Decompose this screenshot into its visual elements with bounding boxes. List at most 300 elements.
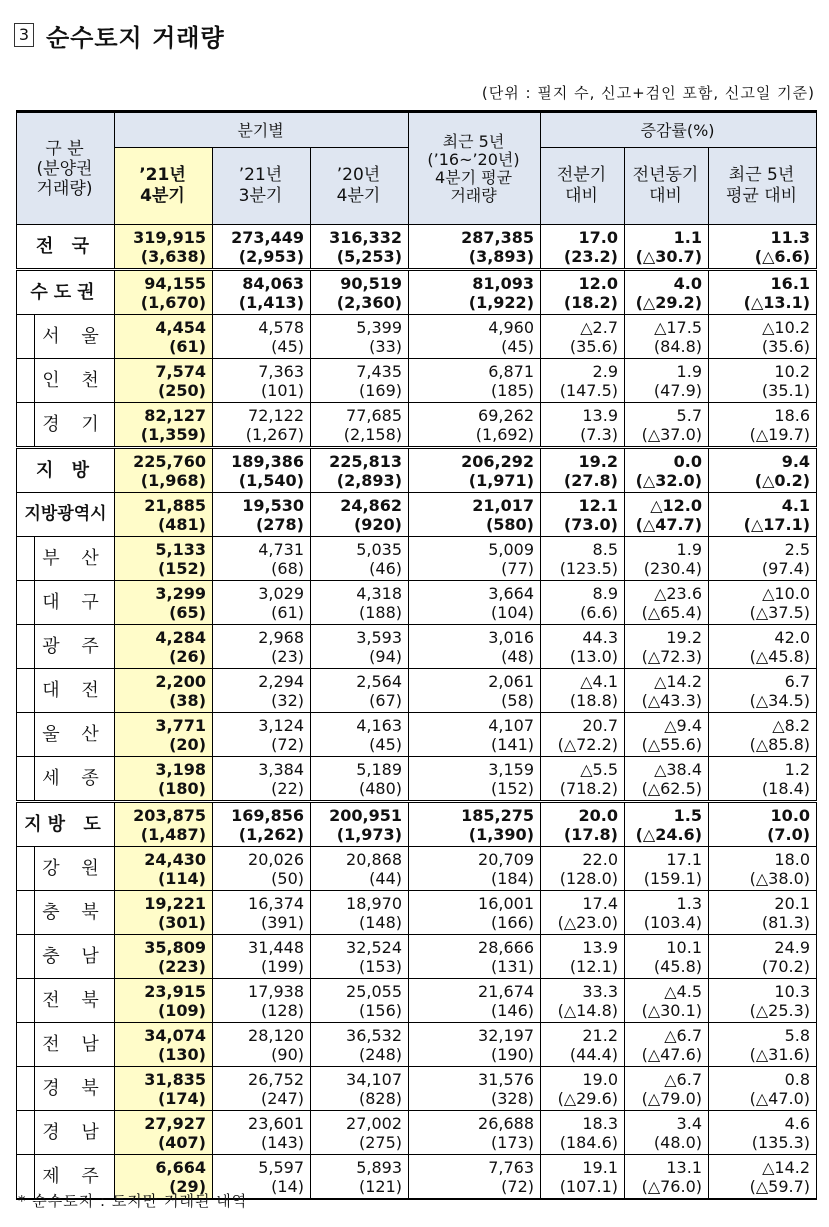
- data-cell: [709, 1023, 817, 1067]
- cell-value: 11.3: [770, 227, 811, 247]
- indent-cell: [17, 1023, 35, 1067]
- cell-value: 203,875: [133, 805, 206, 825]
- cell-value: 2.5: [784, 539, 811, 559]
- header-vs-prev-year-label: 전년동기 대비: [632, 165, 699, 206]
- cell-land-rights-value: (97.4): [761, 558, 811, 578]
- region-label: 광 주: [35, 625, 115, 669]
- table-row: [17, 757, 817, 802]
- data-cell: [709, 847, 817, 891]
- cell-value: 16,001: [478, 893, 534, 913]
- data-cell: [409, 713, 541, 757]
- cell-value: 20,709: [478, 849, 534, 869]
- data-cell: [541, 448, 625, 493]
- table-row: [17, 225, 817, 270]
- indent-cell: [17, 359, 35, 403]
- table-row: [17, 403, 817, 448]
- data-cell: [311, 625, 409, 669]
- cell-land-rights-value: (△72.2): [557, 734, 618, 754]
- cell-land-rights-value: (1,390): [468, 824, 534, 844]
- cell-value: 206,292: [461, 451, 534, 471]
- cell-value: 1.3: [676, 893, 702, 913]
- header-vs-prev-quarter: [541, 148, 625, 225]
- region-label: 전 북: [35, 979, 115, 1023]
- cell-value: 23,601: [248, 1113, 304, 1133]
- header-5yr-avg: [409, 112, 541, 225]
- cell-land-rights-value: (173): [490, 1132, 534, 1152]
- data-cell: [311, 1155, 409, 1200]
- data-cell: [625, 493, 709, 537]
- cell-value: 12.1: [578, 495, 618, 515]
- cell-land-rights-value: (50): [271, 868, 304, 888]
- cell-land-rights-value: (184.6): [559, 1132, 618, 1152]
- cell-land-rights-value: (141): [490, 734, 534, 754]
- cell-land-rights-value: (1,968): [140, 470, 206, 490]
- cell-value: 5,893: [356, 1157, 402, 1177]
- cell-land-rights-value: (44.4): [569, 1044, 618, 1064]
- cell-value: 3,384: [258, 759, 304, 779]
- cell-land-rights-value: (1,359): [140, 424, 206, 444]
- data-cell: [625, 625, 709, 669]
- cell-value: 31,576: [478, 1069, 534, 1089]
- data-cell: [409, 1111, 541, 1155]
- header-21q4-label: ’21년 4분기: [139, 165, 186, 206]
- cell-value: 4,163: [356, 715, 402, 735]
- cell-value: 2,200: [155, 671, 206, 691]
- cell-value: 26,752: [248, 1069, 304, 1089]
- data-cell: [709, 537, 817, 581]
- cell-value: 4,454: [155, 317, 206, 337]
- data-cell: [311, 537, 409, 581]
- cell-land-rights-value: (480): [358, 778, 402, 798]
- data-cell: [709, 403, 817, 448]
- cell-value: 200,951: [329, 805, 402, 825]
- cell-land-rights-value: (18.4): [761, 778, 811, 798]
- data-cell: [541, 891, 625, 935]
- data-cell: [311, 359, 409, 403]
- cell-land-rights-value: (△19.7): [749, 424, 811, 444]
- data-cell: [213, 403, 311, 448]
- cell-value: 10.1: [666, 937, 702, 957]
- data-cell: [213, 315, 311, 359]
- table-row: [17, 713, 817, 757]
- cell-land-rights-value: (169): [358, 380, 402, 400]
- indent-cell: [17, 581, 35, 625]
- data-cell: [115, 847, 213, 891]
- section-title: [14, 18, 225, 52]
- cell-value: 2,968: [258, 627, 304, 647]
- cell-land-rights-value: (47.9): [653, 380, 702, 400]
- cell-value: 4,284: [155, 627, 206, 647]
- cell-land-rights-value: (1,487): [140, 824, 206, 844]
- table-row: [17, 669, 817, 713]
- data-cell: [115, 493, 213, 537]
- cell-value: 20.1: [774, 893, 811, 913]
- cell-land-rights-value: (250): [157, 380, 206, 400]
- cell-land-rights-value: (275): [358, 1132, 402, 1152]
- data-cell: [541, 1111, 625, 1155]
- data-cell: [311, 581, 409, 625]
- cell-value: 2,564: [356, 671, 402, 691]
- cell-land-rights-value: (156): [358, 1000, 402, 1020]
- cell-value: 19.2: [578, 451, 618, 471]
- cell-land-rights-value: (27.8): [563, 470, 618, 490]
- indent-cell: [17, 315, 35, 359]
- cell-value: 5,133: [155, 539, 206, 559]
- cell-land-rights-value: (△13.1): [743, 292, 811, 312]
- cell-value: 16,374: [248, 893, 304, 913]
- cell-land-rights-value: (391): [260, 912, 304, 932]
- cell-land-rights-value: (△76.0): [641, 1176, 702, 1196]
- cell-value: 4,960: [488, 317, 534, 337]
- cell-land-rights-value: (△47.7): [635, 514, 702, 534]
- data-cell: [625, 979, 709, 1023]
- data-cell: [709, 935, 817, 979]
- data-cell: [409, 757, 541, 802]
- region-label: 인 천: [35, 359, 115, 403]
- data-cell: [115, 225, 213, 270]
- cell-value: 24.9: [774, 937, 811, 957]
- cell-land-rights-value: (70.2): [761, 956, 811, 976]
- table-row: [17, 1111, 817, 1155]
- cell-land-rights-value: (5,253): [336, 246, 402, 266]
- cell-value: 3,771: [155, 715, 206, 735]
- data-cell: [115, 270, 213, 315]
- cell-land-rights-value: (147.5): [559, 380, 618, 400]
- header-region: [17, 112, 115, 225]
- cell-value: 2,294: [258, 671, 304, 691]
- cell-value: 10.3: [774, 981, 811, 1001]
- header-vs-prev-year: [625, 148, 709, 225]
- cell-land-rights-value: (△29.6): [557, 1088, 618, 1108]
- region-label: 지방광역시: [17, 493, 115, 537]
- cell-value: 8.5: [592, 539, 618, 559]
- cell-land-rights-value: (△23.0): [557, 912, 618, 932]
- cell-value: △10.0: [762, 583, 811, 603]
- data-cell: [115, 802, 213, 847]
- data-cell: [213, 713, 311, 757]
- cell-land-rights-value: (58): [501, 690, 534, 710]
- data-cell: [541, 802, 625, 847]
- cell-value: 32,524: [346, 937, 402, 957]
- cell-value: △10.2: [762, 317, 811, 337]
- cell-land-rights-value: (7.0): [767, 824, 811, 844]
- data-cell: [213, 891, 311, 935]
- cell-land-rights-value: (1,971): [468, 470, 534, 490]
- table-row: [17, 1067, 817, 1111]
- data-cell: [625, 847, 709, 891]
- cell-land-rights-value: (45): [271, 336, 304, 356]
- cell-value: 28,120: [248, 1025, 304, 1045]
- data-cell: [541, 1155, 625, 1200]
- cell-value: 4,107: [488, 715, 534, 735]
- data-cell: [625, 1155, 709, 1200]
- cell-value: 4.1: [781, 495, 811, 515]
- data-cell: [541, 493, 625, 537]
- cell-value: 185,275: [461, 805, 534, 825]
- cell-land-rights-value: (△38.0): [749, 868, 811, 888]
- header-quarterly: 분기별: [115, 112, 409, 148]
- cell-value: 27,927: [144, 1113, 206, 1133]
- cell-value: 17.4: [582, 893, 618, 913]
- data-cell: [115, 625, 213, 669]
- data-cell: [409, 625, 541, 669]
- table-row: [17, 270, 817, 315]
- cell-value: 5,399: [356, 317, 402, 337]
- data-cell: [541, 315, 625, 359]
- cell-value: 42.0: [774, 627, 811, 647]
- cell-value: 0.0: [673, 451, 702, 471]
- cell-value: 90,519: [340, 273, 402, 293]
- unit-note: (단위 : 필지 수, 신고+검인 포함, 신고일 기준): [481, 84, 815, 102]
- header-vs-5yr-avg-label: 최근 5년 평균 대비: [725, 165, 798, 206]
- header-21q3: [213, 148, 311, 225]
- section-title-text: 순수토지 거래량: [46, 23, 225, 52]
- cell-land-rights-value: (143): [260, 1132, 304, 1152]
- header-region-label: 구 분 (분양권 거래량): [36, 138, 93, 199]
- data-cell: [625, 225, 709, 270]
- header-20q4: [311, 148, 409, 225]
- data-cell: [409, 935, 541, 979]
- cell-land-rights-value: (184): [490, 868, 534, 888]
- cell-value: 7,363: [258, 361, 304, 381]
- cell-land-rights-value: (188): [358, 602, 402, 622]
- cell-land-rights-value: (△85.8): [749, 734, 811, 754]
- data-cell: [625, 713, 709, 757]
- data-cell: [115, 448, 213, 493]
- cell-value: 3,198: [155, 759, 206, 779]
- cell-land-rights-value: (1,267): [245, 424, 304, 444]
- cell-value: 20.0: [578, 805, 618, 825]
- data-cell: [409, 359, 541, 403]
- cell-land-rights-value: (7.3): [580, 424, 618, 444]
- table-row: [17, 1023, 817, 1067]
- data-cell: [213, 625, 311, 669]
- data-cell: [213, 1023, 311, 1067]
- cell-land-rights-value: (90): [271, 1044, 304, 1064]
- indent-cell: [17, 979, 35, 1023]
- cell-land-rights-value: (18.8): [569, 690, 618, 710]
- cell-land-rights-value: (1,670): [140, 292, 206, 312]
- header-5yr-avg-label: 최근 5년 (’16~’20년) 4분기 평균 거래량: [427, 131, 520, 205]
- data-cell: [311, 891, 409, 935]
- cell-value: 81,093: [472, 273, 534, 293]
- cell-land-rights-value: (26): [169, 646, 206, 666]
- cell-land-rights-value: (828): [358, 1088, 402, 1108]
- data-cell: [541, 359, 625, 403]
- data-cell: [541, 847, 625, 891]
- data-cell: [213, 493, 311, 537]
- cell-land-rights-value: (38): [169, 690, 206, 710]
- data-cell: [625, 315, 709, 359]
- header-vs-5yr-avg: [709, 148, 817, 225]
- data-cell: [213, 270, 311, 315]
- indent-cell: [17, 935, 35, 979]
- cell-land-rights-value: (166): [490, 912, 534, 932]
- cell-land-rights-value: (△79.0): [641, 1088, 702, 1108]
- cell-land-rights-value: (247): [260, 1088, 304, 1108]
- data-cell: [213, 1111, 311, 1155]
- cell-land-rights-value: (128.0): [559, 868, 618, 888]
- indent-cell: [17, 757, 35, 802]
- cell-value: 6,664: [155, 1157, 206, 1177]
- cell-land-rights-value: (23): [271, 646, 304, 666]
- cell-value: 6.7: [784, 671, 811, 691]
- table-row: [17, 802, 817, 847]
- data-cell: [409, 802, 541, 847]
- cell-value: 35,809: [144, 937, 206, 957]
- region-label: 강 원: [35, 847, 115, 891]
- cell-land-rights-value: (2,953): [238, 246, 304, 266]
- data-cell: [213, 581, 311, 625]
- data-cell: [709, 1111, 817, 1155]
- data-cell: [213, 935, 311, 979]
- cell-value: 13.1: [666, 1157, 702, 1177]
- data-cell: [409, 493, 541, 537]
- cell-land-rights-value: (△6.6): [754, 246, 811, 266]
- cell-land-rights-value: (104): [490, 602, 534, 622]
- region-label: 대 전: [35, 669, 115, 713]
- data-cell: [409, 537, 541, 581]
- cell-value: 4,731: [258, 539, 304, 559]
- cell-value: 26,688: [478, 1113, 534, 1133]
- cell-value: 23,915: [144, 981, 206, 1001]
- cell-value: 1.5: [673, 805, 702, 825]
- data-cell: [115, 713, 213, 757]
- cell-value: 3,016: [488, 627, 534, 647]
- data-cell: [213, 757, 311, 802]
- cell-land-rights-value: (△47.0): [749, 1088, 811, 1108]
- table-row: [17, 625, 817, 669]
- cell-value: 10.0: [770, 805, 811, 825]
- cell-value: 8.9: [592, 583, 618, 603]
- cell-land-rights-value: (73.0): [563, 514, 618, 534]
- data-cell: [541, 935, 625, 979]
- data-cell: [115, 979, 213, 1023]
- region-label: 지 방: [17, 448, 115, 493]
- cell-land-rights-value: (△37.5): [749, 602, 811, 622]
- cell-land-rights-value: (45.8): [653, 956, 702, 976]
- region-label: 경 기: [35, 403, 115, 448]
- cell-land-rights-value: (14): [271, 1176, 304, 1196]
- indent-cell: [17, 669, 35, 713]
- cell-value: △4.5: [664, 981, 702, 1001]
- data-cell: [409, 1023, 541, 1067]
- cell-land-rights-value: (481): [157, 514, 206, 534]
- data-cell: [709, 270, 817, 315]
- cell-land-rights-value: (1,540): [238, 470, 304, 490]
- data-cell: [625, 1023, 709, 1067]
- cell-land-rights-value: (174): [157, 1088, 206, 1108]
- indent-cell: [17, 891, 35, 935]
- data-cell: [311, 270, 409, 315]
- data-cell: [311, 935, 409, 979]
- cell-land-rights-value: (33): [369, 336, 402, 356]
- data-cell: [311, 757, 409, 802]
- data-cell: [541, 1067, 625, 1111]
- table-row: [17, 935, 817, 979]
- cell-value: 36,532: [346, 1025, 402, 1045]
- data-cell: [625, 581, 709, 625]
- cell-value: 3,029: [258, 583, 304, 603]
- cell-land-rights-value: (114): [157, 868, 206, 888]
- cell-value: 7,763: [488, 1157, 534, 1177]
- cell-land-rights-value: (△47.6): [641, 1044, 702, 1064]
- header-21q3-label: ’21년 3분기: [238, 165, 283, 206]
- cell-value: 21,885: [144, 495, 206, 515]
- cell-land-rights-value: (107.1): [559, 1176, 618, 1196]
- data-cell: [311, 847, 409, 891]
- data-cell: [213, 1067, 311, 1111]
- data-cell: [311, 493, 409, 537]
- cell-value: 34,074: [144, 1025, 206, 1045]
- data-cell: [625, 537, 709, 581]
- data-cell: [541, 1023, 625, 1067]
- data-cell: [115, 935, 213, 979]
- cell-value: 21.2: [582, 1025, 618, 1045]
- land-transaction-table: [16, 110, 817, 1200]
- cell-land-rights-value: (△29.2): [635, 292, 702, 312]
- data-cell: [115, 537, 213, 581]
- data-cell: [115, 315, 213, 359]
- data-cell: [311, 448, 409, 493]
- cell-land-rights-value: (109): [157, 1000, 206, 1020]
- data-cell: [311, 1023, 409, 1067]
- data-cell: [213, 537, 311, 581]
- table-row: [17, 315, 817, 359]
- cell-value: △12.0: [650, 495, 702, 515]
- cell-land-rights-value: (48): [501, 646, 534, 666]
- cell-value: △9.4: [664, 715, 702, 735]
- cell-land-rights-value: (1,692): [475, 424, 534, 444]
- indent-cell: [17, 1067, 35, 1111]
- data-cell: [213, 448, 311, 493]
- data-cell: [625, 359, 709, 403]
- cell-value: 225,760: [133, 451, 206, 471]
- cell-land-rights-value: (67): [369, 690, 402, 710]
- data-cell: [709, 802, 817, 847]
- data-cell: [409, 225, 541, 270]
- data-cell: [213, 802, 311, 847]
- data-cell: [709, 493, 817, 537]
- data-cell: [709, 1067, 817, 1111]
- cell-value: 18.3: [582, 1113, 618, 1133]
- cell-value: 44.3: [582, 627, 618, 647]
- cell-land-rights-value: (103.4): [643, 912, 702, 932]
- cell-value: 28,666: [478, 937, 534, 957]
- data-cell: [709, 315, 817, 359]
- cell-land-rights-value: (△43.3): [641, 690, 702, 710]
- cell-value: △14.2: [654, 671, 702, 691]
- table-row: [17, 359, 817, 403]
- data-cell: [709, 225, 817, 270]
- region-label: 경 남: [35, 1111, 115, 1155]
- cell-land-rights-value: (146): [490, 1000, 534, 1020]
- cell-land-rights-value: (20): [169, 734, 206, 754]
- cell-land-rights-value: (72): [271, 734, 304, 754]
- cell-land-rights-value: (230.4): [643, 558, 702, 578]
- header-20q4-label: ’20년 4분기: [336, 165, 381, 206]
- data-cell: [541, 270, 625, 315]
- cell-value: 319,915: [133, 227, 206, 247]
- cell-land-rights-value: (△65.4): [641, 602, 702, 622]
- data-cell: [409, 669, 541, 713]
- cell-value: 3,124: [258, 715, 304, 735]
- data-cell: [311, 802, 409, 847]
- cell-land-rights-value: (44): [369, 868, 402, 888]
- table-row: [17, 847, 817, 891]
- data-cell: [541, 757, 625, 802]
- header-change-rate: 증감률(%): [541, 112, 817, 148]
